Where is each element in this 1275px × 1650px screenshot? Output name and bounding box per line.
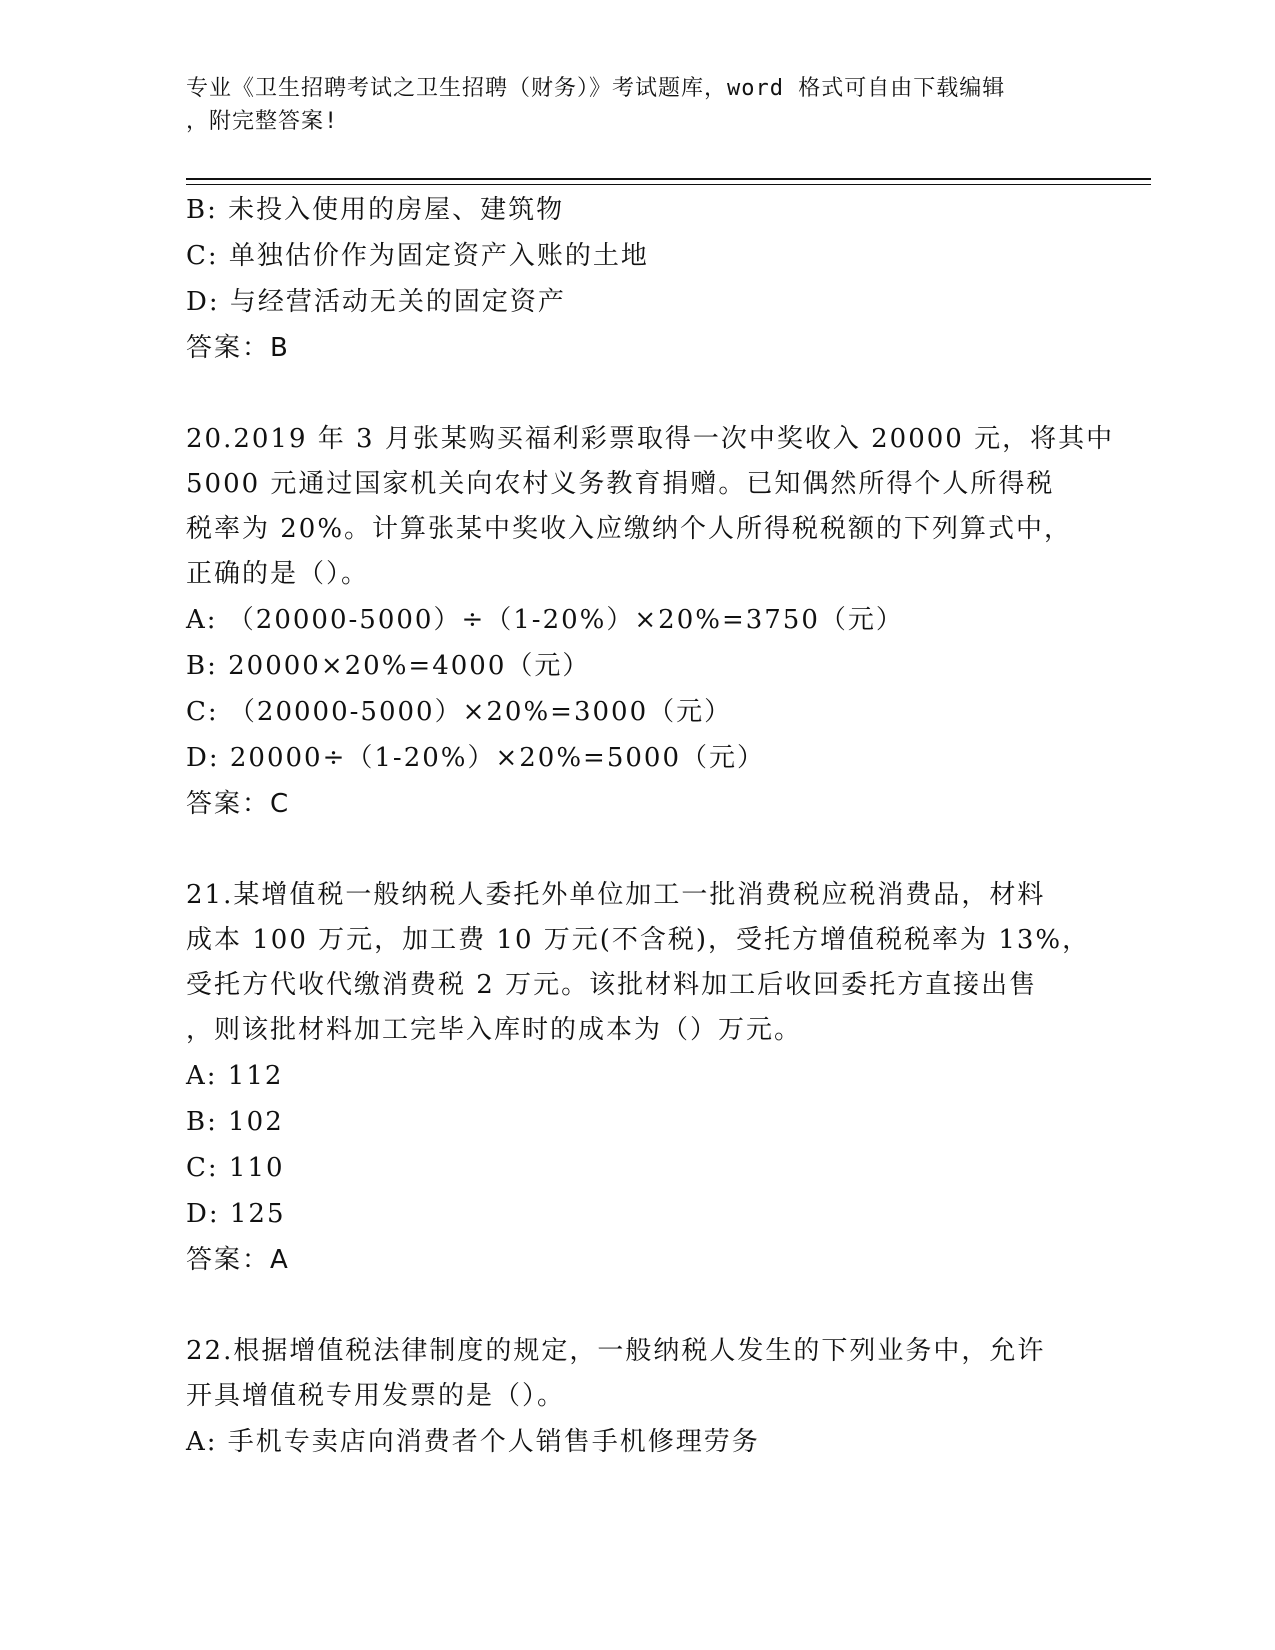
question-20 — [186, 417, 1115, 827]
option-d: D: 20000÷（1-20%）×20%=5000（元） — [186, 743, 766, 773]
header-line: 专业《卫生招聘考试之卫生招聘（财务）》考试题库，word 格式可自由下载编辑 — [186, 76, 1006, 101]
question-stem-line: 22.根据增值税法律制度的规定，一般纳税人发生的下列业务中，允许 — [186, 1336, 1046, 1366]
answer: 答案：A — [186, 1245, 290, 1275]
option-d: D: 与经营活动无关的固定资产 — [186, 287, 566, 317]
question-19 — [186, 187, 1086, 371]
question-stem-line: 正确的是（）。 — [186, 559, 370, 589]
question-stem-line: 5000 元通过国家机关向农村义务教育捐赠。已知偶然所得个人所得税 — [186, 469, 1055, 499]
option-c: C: （20000-5000）×20%=3000（元） — [186, 697, 733, 727]
answer: 答案：B — [186, 333, 290, 363]
option-a: A: 手机专卖店向消费者个人销售手机修理劳务 — [186, 1427, 760, 1457]
option-a: A: （20000-5000）÷（1-20%）×20%=3750（元） — [186, 605, 904, 635]
question-stem-line: 税率为 20%。计算张某中奖收入应缴纳个人所得税税额的下列算式中， — [186, 514, 1073, 544]
question-21 — [186, 873, 1091, 1283]
header-line: ，附完整答案! — [186, 109, 339, 134]
question-stem-line: 成本 100 万元，加工费 10 万元(不含税)，受托方增值税税率为 13%， — [186, 925, 1091, 955]
option-c: C: 单独估价作为固定资产入账的土地 — [186, 241, 649, 271]
option-c: C: 110 — [186, 1153, 285, 1183]
question-22 — [186, 1329, 1086, 1465]
option-b: B: 未投入使用的房屋、建筑物 — [186, 195, 565, 225]
question-stem-line: 受托方代收代缴消费税 2 万元。该批材料加工后收回委托方直接出售 — [186, 970, 1038, 1000]
header-divider — [186, 178, 1151, 180]
question-gap — [186, 827, 1086, 873]
answer: 答案：C — [186, 789, 291, 819]
question-stem-line: 20.2019 年 3 月张某购买福利彩票取得一次中奖收入 20000 元，将其中 — [186, 424, 1115, 454]
question-stem-line: 21.某增值税一般纳税人委托外单位加工一批消费税应税消费品，材料 — [186, 880, 1046, 910]
option-a: A: 112 — [186, 1061, 284, 1091]
option-d: D: 125 — [186, 1199, 286, 1229]
header-divider-thin — [186, 184, 1151, 185]
question-list — [186, 187, 1115, 1465]
question-gap — [186, 1283, 1086, 1329]
question-stem-line: 开具增值税专用发票的是（）。 — [186, 1381, 566, 1411]
question-gap — [186, 371, 1086, 417]
option-b: B: 102 — [186, 1107, 284, 1137]
option-b: B: 20000×20%=4000（元） — [186, 651, 591, 681]
question-stem-line: ，则该批材料加工完毕入库时的成本为（）万元。 — [186, 1015, 803, 1045]
document-header — [186, 72, 1086, 138]
